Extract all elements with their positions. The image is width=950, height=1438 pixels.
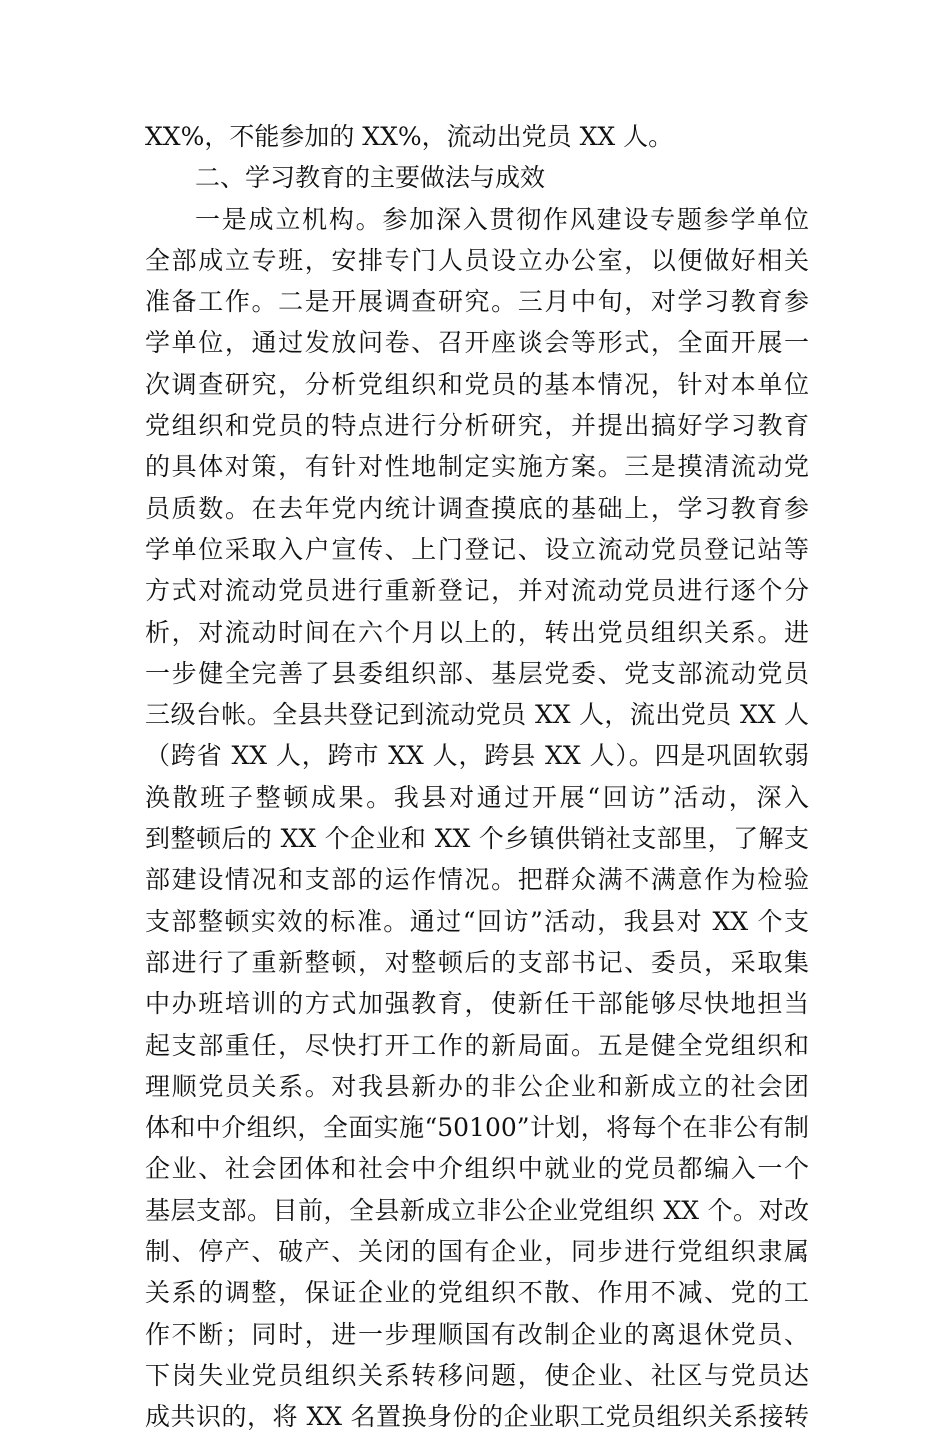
section-heading: 二、学习教育的主要做法与成效: [195, 163, 546, 193]
paragraph-continuation-line: XX%，不能参加的 XX%，流动出党员 XX 人。: [145, 122, 674, 151]
body-text-line: 作不断；同时，进一步理顺国有改制企业的离退休党员、: [145, 1319, 809, 1349]
body-text-line: 学单位，通过发放问卷、召开座谈会等形式，全面开展一: [145, 328, 809, 358]
body-text-line: 全部成立专班，安排专门人员设立办公室，以便做好相关: [145, 245, 809, 275]
body-text-line: 部建设情况和支部的运作情况。把群众满不满意作为检验: [145, 865, 809, 895]
body-text-line: 涣散班子整顿成果。我县对通过开展“回访”活动，深入: [145, 782, 809, 812]
body-text-line: 起支部重任，尽快打开工作的新局面。五是健全党组织和: [145, 1030, 809, 1060]
body-text-line: 方式对流动党员进行重新登记，并对流动党员进行逐个分: [145, 576, 809, 606]
body-text-line: 体和中介组织，全面实施“50100”计划，将每个在非公有制: [145, 1113, 809, 1143]
body-text-line: 次调查研究，分析党组织和党员的基本情况，针对本单位: [145, 369, 809, 399]
body-text-line: 的具体对策，有针对性地制定实施方案。三是摸清流动党: [145, 452, 809, 482]
body-text-line: 一是成立机构。参加深入贯彻作风建设专题参学单位: [195, 204, 809, 234]
body-text-line: 关系的调整，保证企业的党组织不散、作用不减、党的工: [145, 1278, 809, 1308]
body-text-line: 制、停产、破产、关闭的国有企业，同步进行党组织隶属: [145, 1237, 809, 1267]
body-text-line: 成共识的，将 XX 名置换身份的企业职工党员组织关系接转: [145, 1402, 809, 1432]
body-text-line: 理顺党员关系。对我县新办的非公企业和新成立的社会团: [145, 1071, 809, 1101]
body-text-line: 部进行了重新整顿，对整顿后的支部书记、委员，采取集: [145, 947, 809, 977]
body-text-line: 下岗失业党员组织关系转移问题，使企业、社区与党员达: [145, 1360, 809, 1390]
body-text-line: 到整顿后的 XX 个企业和 XX 个乡镇供销社支部里，了解支: [145, 824, 809, 854]
body-text-line: 企业、社会团体和社会中介组织中就业的党员都编入一个: [145, 1154, 809, 1184]
body-text-line: 准备工作。二是开展调查研究。三月中旬，对学习教育参: [145, 287, 809, 317]
body-text-line: 基层支部。目前，全县新成立非公企业党组织 XX 个。对改: [145, 1195, 809, 1225]
body-text-line: 员质数。在去年党内统计调查摸底的基础上，学习教育参: [145, 493, 809, 523]
body-text-line: 中办班培训的方式加强教育，使新任干部能够尽快地担当: [145, 989, 809, 1019]
body-text-line: 学单位采取入户宣传、上门登记、设立流动党员登记站等: [145, 534, 809, 564]
body-text-line: 一步健全完善了县委组织部、基层党委、党支部流动党员: [145, 658, 809, 688]
body-text-line: 三级台帐。全县共登记到流动党员 XX 人，流出党员 XX 人: [145, 700, 809, 730]
body-text-line: （跨省 XX 人，跨市 XX 人，跨县 XX 人）。四是巩固软弱: [145, 741, 809, 771]
document-body: [145, 116, 809, 1438]
body-text-line: 支部整顿实效的标准。通过“回访”活动，我县对 XX 个支: [145, 906, 809, 936]
body-text-line: 析，对流动时间在六个月以上的，转出党员组织关系。进: [145, 617, 809, 647]
body-text-line: 党组织和党员的特点进行分析研究，并提出搞好学习教育: [145, 411, 809, 441]
